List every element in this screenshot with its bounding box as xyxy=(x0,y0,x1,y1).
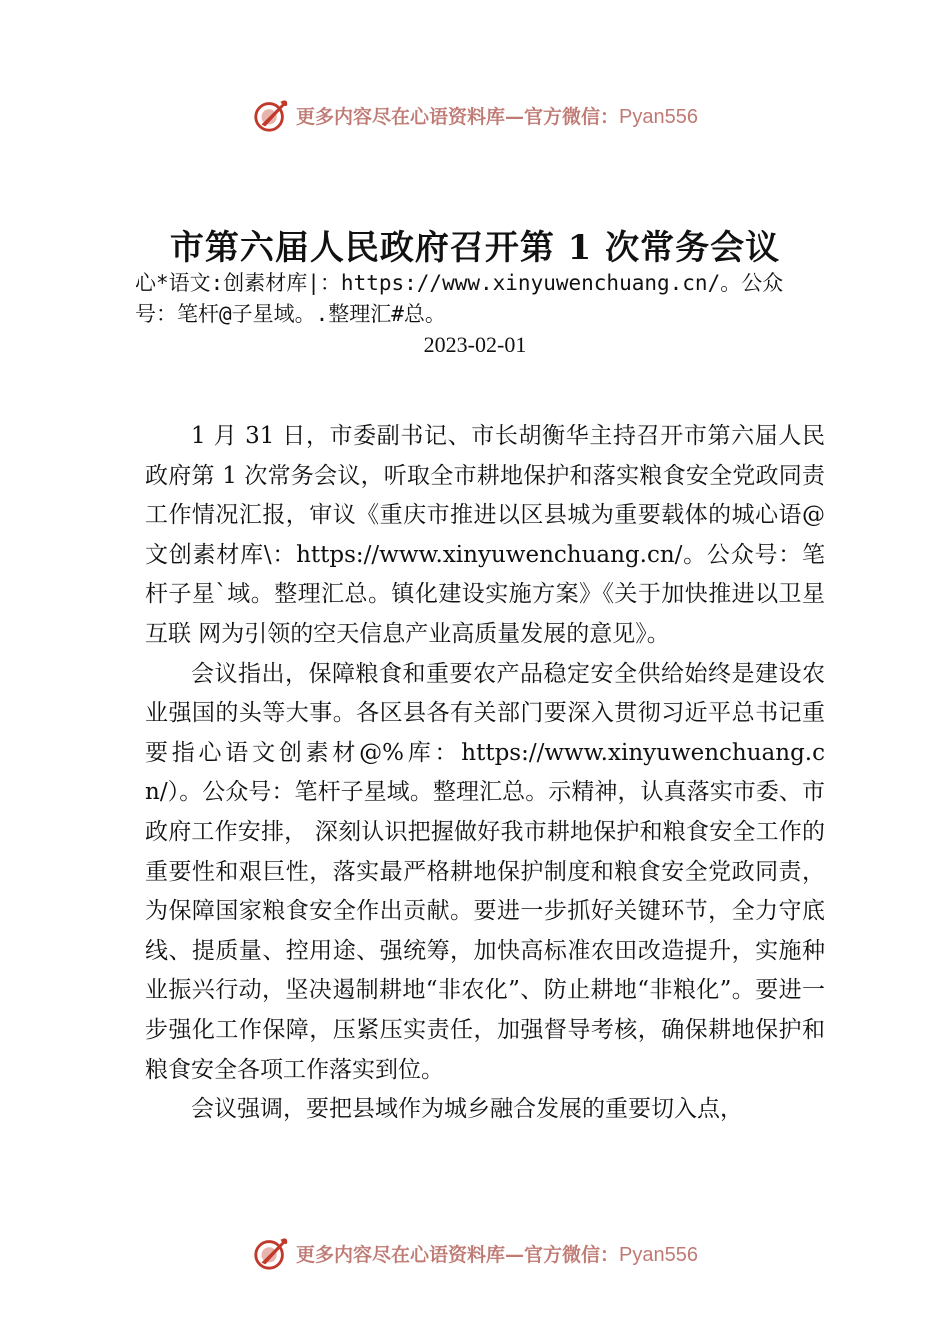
quill-pen-logo-icon xyxy=(252,96,290,134)
footer-wechat-id: Pyan556 xyxy=(619,1243,698,1266)
header-banner-text: 更多内容尽在心语资料库—官方微信：Pyan556 xyxy=(296,105,698,128)
header-banner xyxy=(0,93,950,137)
paragraph: 会议指出，保障粮食和重要农产品稳定安全供给始终是建设农业强国的头等大事。各区县各有关部门要深入贯彻习近平总书记重要指心语文创素材@%库：https://www.xinyuwenchuang.cn/）。公众号：笔杆子星域。整理汇总。示精神，认真落实市委、市政府工作安排， 深刻认识把握做好我市耕地保护和粮食安全工作的重要性和艰巨性，落实最严格耕地保护制度和粮食安全党政同责， 为保障国家粮食安全作出贡献。要进一步抓好关键环节，全力守底线、提质量、控用途、强统筹，加快高标准农田改造提升，实施种业振兴行动，坚决遏制耕地“非农化”、防止耕地“非粮化”。要进一步强化工作保障，压紧压实责任，加强督导考核，确保耕地保护和粮食安全各项工作落实到位。 xyxy=(145,660,825,1083)
document-body xyxy=(145,417,825,1130)
paragraph: 1 月 31 日，市委副书记、市长胡衡华主持召开市第六届人民政府第 1 次常务会议，听取全市耕地保护和落实粮食安全党政同责工作情况汇报，审议《重庆市推进以区县城为重要载体的城心语@文创素材库\：https://www.xinyuwenchuang.cn/。公众号：笔杆子星`域。整理汇总。镇化建设实施方案》《关于加快推进以卫星互联 网为引领的空天信息产业高质量发展的意见》。 xyxy=(145,423,825,647)
document-date: 2023-02-01 xyxy=(423,332,527,357)
paragraph: 会议强调，要把县域作为城乡融合发展的重要切入点， xyxy=(191,1096,743,1123)
source-line: 心*语文:创素材库|：https://www.xinyuwenchuang.cn/。公众号：笔杆@子星域。.整理汇#总。 xyxy=(135,271,784,326)
footer-banner-text: 更多内容尽在心语资料库—官方微信：Pyan556 xyxy=(296,1243,698,1266)
quill-pen-logo-icon xyxy=(252,1234,290,1272)
document-title: 市第六届人民政府召开第 1 次常务会议 xyxy=(169,228,781,268)
header-wechat-id: Pyan556 xyxy=(619,105,698,128)
footer-banner xyxy=(0,1231,950,1275)
